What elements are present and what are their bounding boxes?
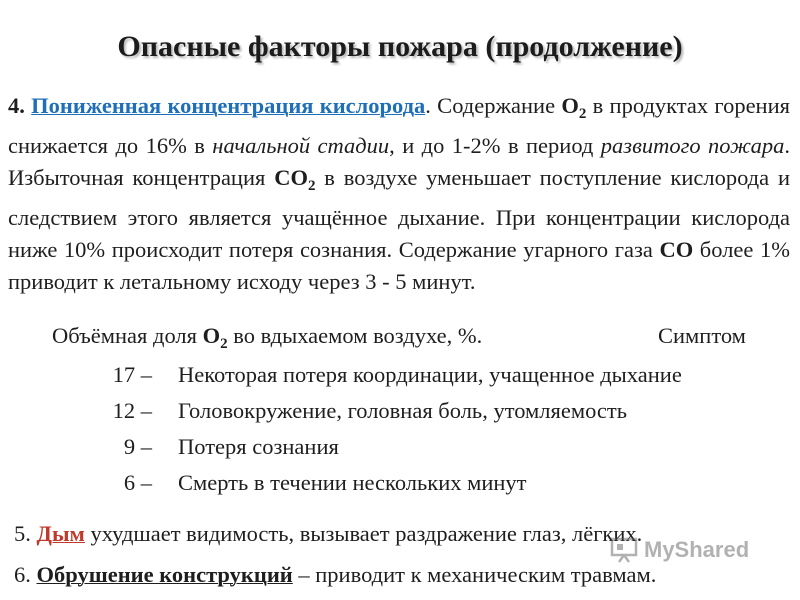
- table-row: [0, 362, 800, 398]
- item-4-italic-1: начальной стадии: [212, 133, 390, 158]
- page-title: Опасные факторы пожара (продолжение): [117, 30, 683, 63]
- symptom-text: Смерть в течении нескольких минут: [178, 470, 527, 495]
- item-4-text-6: более 1% приводит к летальному исходу через 3 - 5 минут.: [8, 237, 790, 294]
- symptom-text: Некоторая потеря координации, учащенное дыхание: [178, 362, 682, 387]
- collapse-label: Обрушение конструкций: [36, 562, 293, 587]
- item-4-link[interactable]: Пониженная концентрация кислорода: [31, 93, 426, 118]
- item-5-number: 5.: [14, 521, 37, 546]
- item-4-text-2: в продуктах горения снижается до 16% в: [8, 93, 790, 158]
- item-4-italic-2: развитого пожара: [600, 133, 785, 158]
- item-4-text-3: , и до 1-2% в период: [389, 133, 601, 158]
- oxygen-value: 6 –: [123, 470, 152, 495]
- item-5: [14, 521, 642, 547]
- watermark-text: MyShared: [644, 537, 750, 562]
- symptom-text: Головокружение, головная боль, утомляемость: [178, 398, 627, 423]
- oxygen-value: 12 –: [112, 398, 152, 423]
- o2-formula: $О_2$: [561, 93, 587, 122]
- co-formula: СО: [659, 237, 694, 262]
- oxygen-value: 9 –: [123, 434, 152, 459]
- item-4-text-1: . Содержание: [425, 93, 562, 118]
- item-4-text-5: в воздухе уменьшает поступление кислорода и следствием этого является учащённое дыхание. При концентрации кислорода ниже 10% происходит потеря сознания. Содержание угарного газа: [8, 165, 790, 262]
- table-row: [0, 434, 800, 470]
- co2-formula: $СО_2$: [274, 165, 316, 194]
- symptom-text: Потеря сознания: [178, 434, 339, 459]
- table-row: [0, 398, 800, 434]
- smoke-link[interactable]: Дым: [36, 521, 85, 546]
- table-header: [0, 323, 800, 355]
- item-5-text: ухудшает видимость, вызывает раздражение глаз, лёгких.: [84, 521, 643, 546]
- watermark: [610, 533, 749, 567]
- table-row: [0, 470, 800, 506]
- item-4-text-4: . Избыточная концентрация: [8, 133, 790, 190]
- item-6: [14, 562, 656, 588]
- item-4-number: 4.: [8, 93, 25, 118]
- oxygen-value: 17 –: [112, 362, 152, 387]
- presentation-board-icon: [610, 537, 638, 563]
- item-6-number: 6.: [14, 562, 37, 587]
- item-4-paragraph: [8, 90, 790, 298]
- table-header-left: Объёмная доля $О_2$ во вдыхаемом воздухе, %.: [52, 323, 483, 352]
- item-6-text: – приводит к механическим травмам.: [292, 562, 657, 587]
- symptom-table: [0, 362, 800, 506]
- table-header-right: Симптом: [658, 323, 746, 348]
